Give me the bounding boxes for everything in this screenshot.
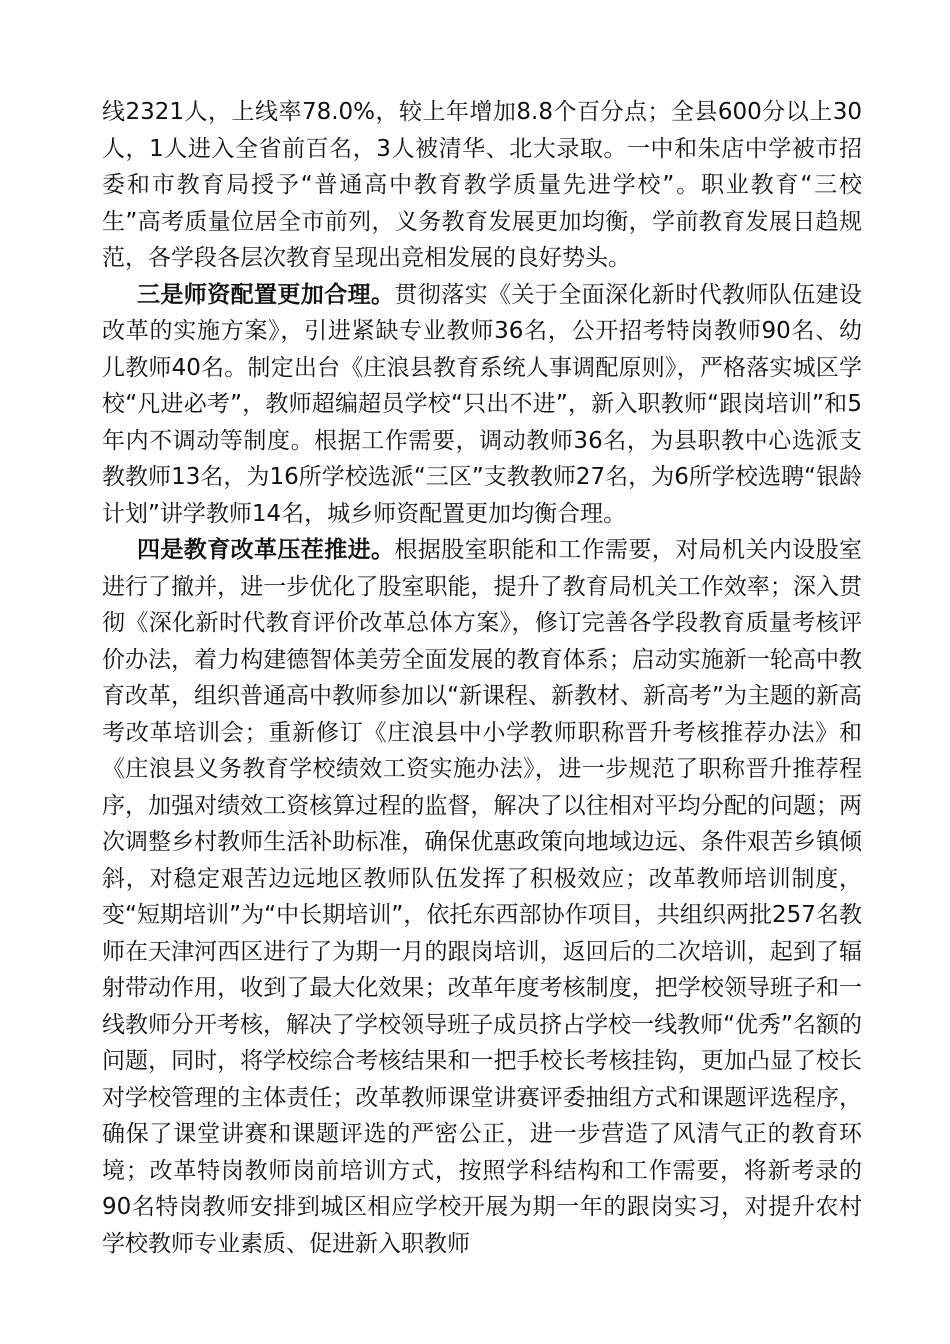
paragraph-teacher-allocation-heading: 三是师资配置更加合理。 (137, 281, 395, 308)
paragraph-teacher-allocation-text: 贯彻落实《关于全面深化新时代教师队伍建设改革的实施方案》，引进紧缺专业教师36名，公开招考特岗教师90名、幼儿教师40名。制定出台《庄浪县教育系统人事调配原则》，严格落实城区学校“凡进必考”，教师超编超员学校“只出不进”，新入职教师“跟岗培训”和5年内不调动等制度。根据工作需要，调动教师36名，为县职教中心选派支教教师13名，为16所学校选派“三区”支教教师27名，为6所学校选聘“银龄计划”讲学教师14名，城乡师资配置更加均衡合理。 (102, 281, 863, 527)
paragraph-teacher-allocation (102, 277, 862, 533)
paragraph-results (102, 94, 862, 277)
document-body (102, 94, 862, 1262)
paragraph-education-reform-text: 根据股室职能和工作需要，对局机关内设股室进行了撤并，进一步优化了股室职能，提升了教育局机关工作效率；深入贯彻《深化新时代教育评价改革总体方案》，修订完善各学段教育质量考核评价办法，着力构建德智体美劳全面发展的教育体系；启动实施新一轮高中教育改革，组织普通高中教师参加以“新课程、新教材、新高考”为主题的新高考改革培训会；重新修订《庄浪县中小学教师职称晋升考核推荐办法》和《庄浪县义务教育学校绩效工资实施办法》，进一步规范了职称晋升推荐程序，加强对绩效工资核算过程的监督，解决了以往相对平均分配的问题；两次调整乡村教师生活补助标准，确保优惠政策向地域边远、条件艰苦乡镇倾斜，对稳定艰苦边远地区教师队伍发挥了积极效应；改革教师培训制度，变“短期培训”为“中长期培训”，依托东西部协作项目，共组织两批257名教师在天津河西区进行了为期一月的跟岗培训，返回后的二次培训，起到了辐射带动作用，收到了最大化效果；改革年度考核制度，把学校领导班子和一线教师分开考核，解决了学校领导班子成员挤占学校一线教师“优秀”名额的问题，同时，将学校综合考核结果和一把手校长考核挂钩，更加凸显了校长对学校管理的主体责任；改革教师课堂讲赛评委抽组方式和课题评选程序，确保了课堂讲赛和课题评选的严密公正，进一步营造了风清气正的教育环境；改革特岗教师岗前培训方式，按照学科结构和工作需要，将新考录的90名特岗教师安排到城区相应学校开展为期一年的跟岗实习，对提升农村学校教师专业素质、促进新入职教师 (102, 537, 863, 1257)
paragraph-education-reform-heading: 四是教育改革压茬推进。 (137, 537, 395, 563)
paragraph-education-reform (102, 532, 862, 1262)
paragraph-results-text: 线2321人，上线率78.0%，较上年增加8.8个百分点；全县600分以上30人，1人进入全省前百名，3人被清华、北大录取。一中和朱店中学被市招委和市教育局授予“普通高中教育教学质量先进学校”。职业教育“三校生”高考质量位居全市前列，义务教育发展更加均衡，学前教育发展日趋规范，各学段各层次教育呈现出竞相发展的良好势头。 (102, 99, 862, 271)
